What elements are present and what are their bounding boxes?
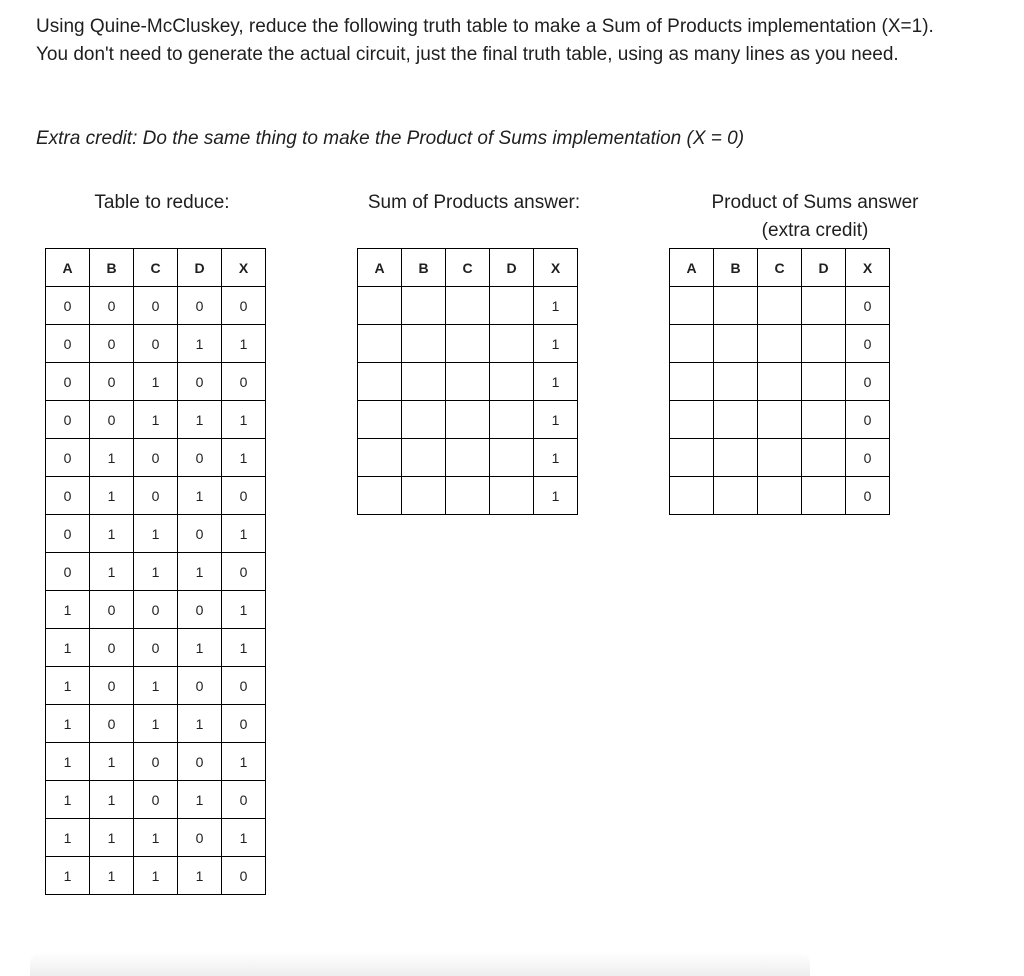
table-row (46, 857, 266, 895)
truth-table-to-reduce (45, 248, 266, 895)
table-cell: 1 (46, 629, 90, 667)
table-cell: 0 (178, 667, 222, 705)
table-row (46, 325, 266, 363)
answer-cell[interactable] (446, 401, 490, 439)
table-cell: 1 (134, 819, 178, 857)
table-cell: 0 (134, 591, 178, 629)
table-cell: 0 (222, 553, 266, 591)
table-cell: 1 (178, 325, 222, 363)
table-row (670, 477, 890, 515)
column-header-x: X (846, 249, 890, 287)
table-row (46, 439, 266, 477)
answer-cell[interactable] (670, 477, 714, 515)
answer-cell[interactable] (670, 325, 714, 363)
table-cell: 1 (534, 477, 578, 515)
table-row (46, 515, 266, 553)
answer-cell[interactable] (358, 325, 402, 363)
table-cell: 0 (46, 477, 90, 515)
table-row (46, 819, 266, 857)
table-cell: 1 (178, 553, 222, 591)
answer-cell[interactable] (358, 439, 402, 477)
table-row (670, 287, 890, 325)
table-cell: 0 (90, 629, 134, 667)
table-cell: 0 (90, 401, 134, 439)
table-row (670, 363, 890, 401)
table-cell: 1 (134, 857, 178, 895)
answer-cell[interactable] (490, 401, 534, 439)
table-cell: 0 (178, 819, 222, 857)
table-cell: 0 (134, 781, 178, 819)
table-row (358, 287, 578, 325)
column-header-a: A (358, 249, 402, 287)
answer-cell[interactable] (402, 363, 446, 401)
header-row (46, 249, 266, 287)
table-row (46, 287, 266, 325)
answer-cell[interactable] (802, 363, 846, 401)
table-cell: 1 (90, 553, 134, 591)
table-cell: 1 (90, 743, 134, 781)
answer-cell[interactable] (758, 477, 802, 515)
table-cell: 1 (46, 705, 90, 743)
page-bottom-shadow (30, 952, 810, 976)
answer-cell[interactable] (490, 363, 534, 401)
table-cell: 0 (178, 363, 222, 401)
column-header-d: D (178, 249, 222, 287)
table-row (358, 325, 578, 363)
answer-cell[interactable] (358, 363, 402, 401)
answer-cell[interactable] (358, 401, 402, 439)
product-of-sums-answer-table (669, 248, 890, 515)
pos-table-caption (670, 189, 960, 245)
table-cell: 0 (178, 515, 222, 553)
table-cell: 1 (222, 591, 266, 629)
table-cell: 0 (846, 477, 890, 515)
answer-cell[interactable] (670, 363, 714, 401)
answer-cell[interactable] (758, 401, 802, 439)
table-row (670, 439, 890, 477)
table-row (46, 781, 266, 819)
column-header-d: D (490, 249, 534, 287)
table-cell: 0 (46, 363, 90, 401)
answer-cell[interactable] (714, 287, 758, 325)
table-cell: 0 (846, 401, 890, 439)
column-header-b: B (402, 249, 446, 287)
answer-cell[interactable] (402, 439, 446, 477)
answer-cell[interactable] (714, 477, 758, 515)
table-cell: 0 (46, 401, 90, 439)
answer-cell[interactable] (446, 363, 490, 401)
reduce-table-caption: Table to reduce: (94, 192, 230, 213)
answer-cell[interactable] (446, 477, 490, 515)
table-cell: 1 (90, 819, 134, 857)
table-cell: 1 (222, 515, 266, 553)
table-cell: 0 (90, 705, 134, 743)
table-cell: 1 (534, 325, 578, 363)
table-cell: 0 (178, 439, 222, 477)
table-cell: 0 (222, 363, 266, 401)
table-cell: 0 (178, 591, 222, 629)
table-cell: 1 (90, 515, 134, 553)
table-cell: 0 (46, 515, 90, 553)
table-cell: 0 (90, 363, 134, 401)
table-cell: 0 (90, 287, 134, 325)
table-cell: 1 (222, 629, 266, 667)
table-cell: 0 (222, 705, 266, 743)
table-cell: 1 (534, 401, 578, 439)
answer-cell[interactable] (358, 477, 402, 515)
answer-cell[interactable] (490, 287, 534, 325)
column-header-b: B (714, 249, 758, 287)
table-cell: 0 (90, 591, 134, 629)
table-cell: 0 (134, 439, 178, 477)
table-row (358, 363, 578, 401)
answer-cell[interactable] (402, 477, 446, 515)
sum-of-products-answer-table (357, 248, 578, 515)
column-header-a: A (46, 249, 90, 287)
table-cell: 1 (222, 743, 266, 781)
table-cell: 1 (46, 819, 90, 857)
answer-cell[interactable] (758, 439, 802, 477)
column-header-x: X (222, 249, 266, 287)
table-cell: 0 (46, 287, 90, 325)
table-cell: 0 (134, 743, 178, 781)
pos-caption-line1: Product of Sums answer (711, 192, 919, 213)
table-cell: 0 (134, 477, 178, 515)
table-cell: 1 (178, 857, 222, 895)
table-cell: 1 (46, 591, 90, 629)
table-cell: 1 (534, 363, 578, 401)
table-row (46, 401, 266, 439)
table-cell: 0 (134, 287, 178, 325)
answer-cell[interactable] (714, 401, 758, 439)
table-cell: 0 (134, 629, 178, 667)
table-row (46, 363, 266, 401)
table-cell: 1 (534, 439, 578, 477)
table-row (46, 629, 266, 667)
answer-cell[interactable] (802, 439, 846, 477)
table-cell: 1 (46, 781, 90, 819)
table-cell: 0 (46, 553, 90, 591)
table-cell: 0 (846, 325, 890, 363)
answer-cell[interactable] (402, 401, 446, 439)
table-cell: 0 (222, 667, 266, 705)
column-header-c: C (134, 249, 178, 287)
table-cell: 1 (534, 287, 578, 325)
answer-cell[interactable] (758, 287, 802, 325)
table-cell: 0 (46, 325, 90, 363)
table-cell: 1 (46, 857, 90, 895)
table-cell: 0 (90, 325, 134, 363)
answer-cell[interactable] (802, 477, 846, 515)
table-cell: 1 (222, 401, 266, 439)
sop-table-caption: Sum of Products answer: (367, 192, 581, 213)
table-cell: 1 (134, 401, 178, 439)
table-cell: 1 (46, 743, 90, 781)
table-cell: 1 (178, 705, 222, 743)
table-cell: 0 (178, 287, 222, 325)
answer-cell[interactable] (670, 439, 714, 477)
table-cell: 1 (90, 857, 134, 895)
table-row (358, 401, 578, 439)
table-cell: 1 (222, 325, 266, 363)
table-row (670, 325, 890, 363)
table-row (46, 553, 266, 591)
answer-cell[interactable] (446, 325, 490, 363)
answer-cell[interactable] (490, 325, 534, 363)
extra-credit-paragraph: Extra credit: Do the same thing to make the Product of Sums implementation (X = 0) (36, 128, 745, 149)
table-cell: 1 (134, 363, 178, 401)
answer-cell[interactable] (446, 287, 490, 325)
answer-cell[interactable] (402, 325, 446, 363)
answer-cell[interactable] (802, 287, 846, 325)
table-cell: 0 (46, 439, 90, 477)
table-cell: 1 (178, 477, 222, 515)
table-cell: 0 (134, 325, 178, 363)
table-row (46, 591, 266, 629)
table-row (358, 439, 578, 477)
table-cell: 1 (134, 667, 178, 705)
answer-cell[interactable] (670, 287, 714, 325)
table-cell: 1 (90, 781, 134, 819)
answer-cell[interactable] (490, 477, 534, 515)
table-cell: 0 (222, 287, 266, 325)
answer-cell[interactable] (714, 325, 758, 363)
table-row (46, 667, 266, 705)
column-header-c: C (758, 249, 802, 287)
table-cell: 1 (134, 515, 178, 553)
table-row (670, 401, 890, 439)
table-cell: 1 (90, 477, 134, 515)
answer-cell[interactable] (446, 439, 490, 477)
table-cell: 1 (134, 553, 178, 591)
table-cell: 0 (90, 667, 134, 705)
table-cell: 1 (178, 401, 222, 439)
table-cell: 0 (222, 781, 266, 819)
table-cell: 1 (134, 705, 178, 743)
answer-cell[interactable] (714, 439, 758, 477)
table-cell: 0 (222, 477, 266, 515)
table-cell: 0 (222, 857, 266, 895)
answer-cell[interactable] (802, 401, 846, 439)
table-cell: 1 (222, 439, 266, 477)
table-cell: 0 (846, 287, 890, 325)
answer-cell[interactable] (802, 325, 846, 363)
instructions-paragraph: Using Quine-McCluskey, reduce the following truth table to make a Sum of Products implementation (X=1). You don't need to generate the actual circuit, just the final truth table, using as many lines as you need. (36, 16, 934, 65)
answer-cell[interactable] (758, 325, 802, 363)
table-row (46, 477, 266, 515)
answer-cell[interactable] (714, 363, 758, 401)
column-header-d: D (802, 249, 846, 287)
answer-cell[interactable] (670, 401, 714, 439)
column-header-c: C (446, 249, 490, 287)
table-cell: 1 (178, 629, 222, 667)
column-header-b: B (90, 249, 134, 287)
table-cell: 0 (846, 439, 890, 477)
table-row (46, 705, 266, 743)
table-row (46, 743, 266, 781)
table-cell: 0 (846, 363, 890, 401)
answer-cell[interactable] (402, 287, 446, 325)
header-row (358, 249, 578, 287)
header-row (670, 249, 890, 287)
table-cell: 1 (222, 819, 266, 857)
pos-caption-line2: (extra credit) (761, 220, 869, 241)
column-header-a: A (670, 249, 714, 287)
table-cell: 1 (178, 781, 222, 819)
answer-cell[interactable] (358, 287, 402, 325)
table-cell: 1 (90, 439, 134, 477)
column-header-x: X (534, 249, 578, 287)
table-cell: 0 (178, 743, 222, 781)
table-cell: 1 (46, 667, 90, 705)
answer-cell[interactable] (490, 439, 534, 477)
answer-cell[interactable] (758, 363, 802, 401)
table-row (358, 477, 578, 515)
